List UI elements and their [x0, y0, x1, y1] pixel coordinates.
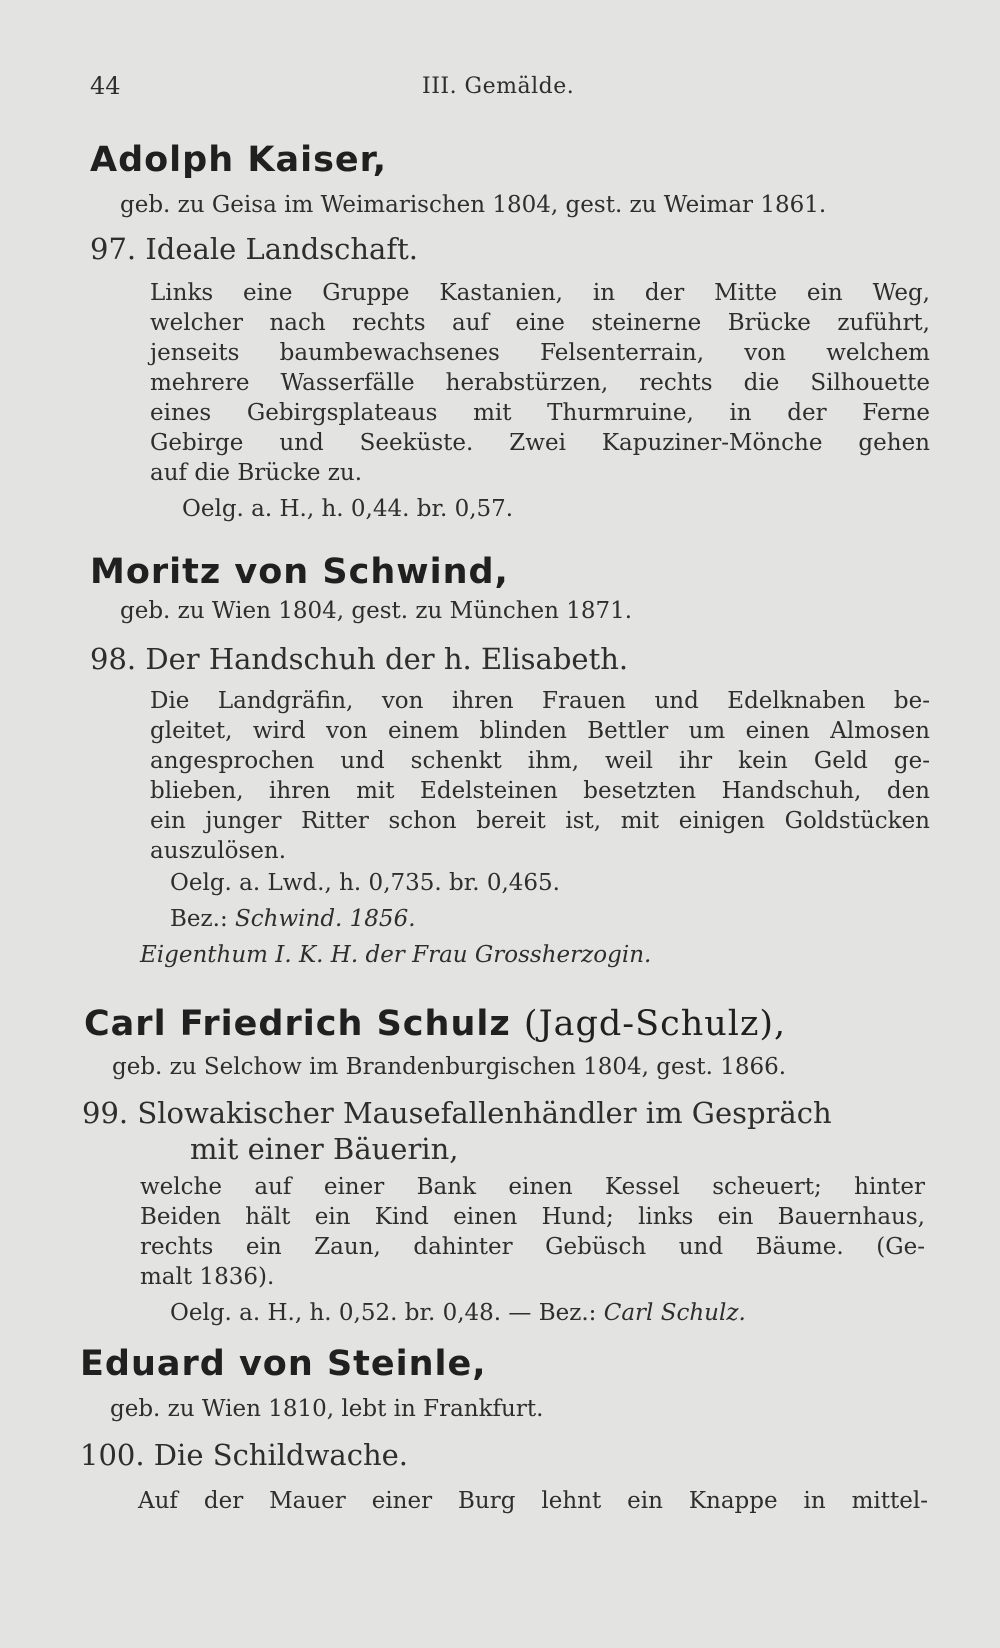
description-line: eines Gebirgsplateaus mit Thurmruine, in der Ferne	[150, 400, 930, 426]
artist-name	[84, 1004, 786, 1044]
work-heading	[82, 1096, 832, 1130]
description-line: Links eine Gruppe Kastanien, in der Mitte ein Weg,	[150, 280, 930, 306]
work-dimensions	[170, 1300, 746, 1326]
page-number: 44	[90, 72, 121, 100]
work-title: Die Schildwache.	[153, 1438, 409, 1472]
artist-bio: geb. zu Wien 1804, gest. zu München 1871.	[120, 598, 633, 624]
description-line: auf die Brücke zu.	[150, 460, 363, 486]
work-number: 100.	[80, 1438, 145, 1472]
work-heading	[90, 232, 418, 266]
work-number: 97.	[90, 232, 137, 266]
description-line: rechts ein Zaun, dahinter Gebüsch und Bäume. (Ge-	[140, 1234, 925, 1260]
work-title: Ideale Landschaft.	[145, 232, 418, 266]
description-line: welcher nach rechts auf eine steinerne Brücke zuführt,	[150, 310, 930, 336]
description-line: blieben, ihren mit Edelsteinen besetzten Handschuh, den	[150, 778, 930, 804]
description-line: Auf der Mauer einer Burg lehnt ein Knappe in mittel-	[138, 1488, 928, 1514]
signature-text: Carl Schulz.	[603, 1300, 746, 1326]
running-title: III. Gemälde.	[422, 74, 575, 99]
work-title: Der Handschuh der h. Elisabeth.	[145, 642, 629, 676]
work-title: Slowakischer Mausefallenhändler im Gespräch	[137, 1096, 832, 1130]
work-dimensions: Oelg. a. H., h. 0,44. br. 0,57.	[182, 496, 514, 522]
work-heading	[90, 642, 628, 676]
description-line: mehrere Wasserfälle herabstürzen, rechts die Silhouette	[150, 370, 930, 396]
description-line: malt 1836).	[140, 1264, 275, 1290]
work-number: 98.	[90, 642, 137, 676]
work-heading	[80, 1438, 408, 1472]
work-dimensions: Oelg. a. Lwd., h. 0,735. br. 0,465.	[170, 870, 560, 896]
artist-name-suffix: (Jagd-Schulz),	[523, 1004, 787, 1044]
description-line: ein junger Ritter schon bereit ist, mit einigen Goldstücken	[150, 808, 930, 834]
work-title-continuation: mit einer Bäuerin,	[190, 1132, 459, 1166]
artist-name: Adolph Kaiser,	[90, 140, 388, 180]
signature-text: Schwind. 1856.	[235, 906, 416, 932]
artist-bio: geb. zu Selchow im Brandenburgischen 1804, gest. 1866.	[112, 1054, 787, 1080]
description-line: angesprochen und schenkt ihm, weil ihr kein Geld ge-	[150, 748, 930, 774]
work-number: 99.	[82, 1096, 129, 1130]
artist-name-main: Carl Friedrich Schulz	[84, 1004, 511, 1044]
description-line: welche auf einer Bank einen Kessel scheuert; hinter	[140, 1174, 925, 1200]
artist-bio: geb. zu Geisa im Weimarischen 1804, gest. zu Weimar 1861.	[120, 192, 827, 218]
work-description	[150, 278, 930, 488]
work-description	[138, 1486, 928, 1516]
work-ownership: Eigenthum I. K. H. der Frau Grossherzogin.	[140, 942, 652, 968]
dimensions-text: Oelg. a. H., h. 0,52. br. 0,48. — Bez.:	[170, 1300, 597, 1326]
artist-bio: geb. zu Wien 1810, lebt in Frankfurt.	[110, 1396, 544, 1422]
work-signature	[170, 906, 416, 932]
work-description	[140, 1172, 925, 1292]
description-line: auszulösen.	[150, 838, 287, 864]
work-description	[150, 686, 930, 866]
description-line: Beiden hält ein Kind einen Hund; links ein Bauernhaus,	[140, 1204, 925, 1230]
description-line: gleitet, wird von einem blinden Bettler um einen Almosen	[150, 718, 930, 744]
description-line: jenseits baumbewachsenes Felsenterrain, von welchem	[150, 340, 930, 366]
artist-name: Eduard von Steinle,	[80, 1344, 487, 1384]
artist-name: Moritz von Schwind,	[90, 552, 509, 592]
signature-prefix: Bez.:	[170, 906, 228, 932]
description-line: Die Landgräfin, von ihren Frauen und Edelknaben be-	[150, 688, 930, 714]
description-line: Gebirge und Seeküste. Zwei Kapuziner-Mönche gehen	[150, 430, 930, 456]
